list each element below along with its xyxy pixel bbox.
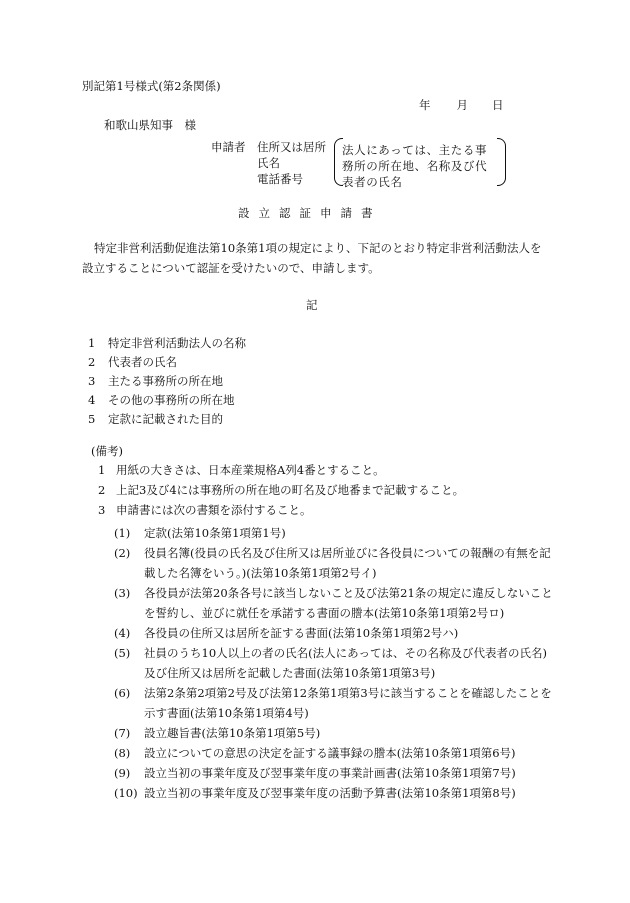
remark-item: 1 用紙の大きさは、日本産業規格A列4番とすること。: [98, 463, 385, 477]
name-label: 氏名: [257, 156, 280, 170]
form-number: 別記第1号様式(第2条関係): [82, 79, 221, 93]
attachment-item: (7) 設立趣旨書(法第10条第1項第5号): [114, 726, 321, 740]
applicant-fields: [257, 142, 326, 190]
address-label: 住所又は居所: [257, 140, 326, 154]
applicant-note-text: 法人にあっては、主たる事務所の所在地、名称及び代表者の氏名: [342, 143, 488, 189]
attachment-item: (9) 設立当初の事業年度及び翌事業年度の事業計画書(法第10条第1項第7号): [114, 766, 516, 780]
attachment-item: (10) 設立当初の事業年度及び翌事業年度の活動予算書(法第10条第1項第8号): [114, 786, 516, 800]
document-title: 設立認証申請書: [238, 206, 382, 220]
attachment-item: (3) 各役員が法第20条各号に該当しないこと及び法第21条の規定に違反しないことを誓約し、並びに就任を承諾する書面の謄本(法第10条第1項第2号ロ): [114, 586, 553, 620]
date-line: [419, 100, 504, 112]
date-year: 年: [419, 98, 431, 112]
phone-label: 電話番号: [257, 172, 303, 186]
attachment-item: (5) 社員のうち10人以上の者の氏名(法人にあっては、その名称及び代表者の氏名)及び住所又は居所を記載した書面(法第10条第1項第3号): [114, 646, 547, 680]
date-month: 月: [456, 98, 468, 112]
remark-item: 3 申請書には次の書類を添付すること。: [98, 503, 312, 517]
body-paragraph: 特定非営利活動促進法第10条第1項の規定により、下記のとおり特定非営利活動法人を設立することについて認証を受けたいので、申請します。: [82, 241, 542, 275]
list-item: 5 定款に記載された目的: [88, 412, 223, 426]
attachment-item: (1) 定款(法第10条第1項第1号): [114, 526, 286, 540]
list-item: 3 主たる事務所の所在地: [88, 374, 223, 388]
addressee: 和歌山県知事 様: [104, 118, 196, 132]
list-item: 4 その他の事務所の所在地: [88, 393, 235, 407]
attachment-list: [114, 523, 554, 803]
date-day: 日: [492, 98, 504, 112]
applicant-role: 申請者: [211, 140, 246, 154]
remarks-list: [98, 465, 464, 525]
attachment-item: (6) 法第2条第2項第2号及び法第12条第1項第3号に該当することを確認したことを示す書面(法第10条第1項第4号): [114, 686, 552, 720]
remarks-heading: (備考): [91, 444, 123, 458]
list-item: 2 代表者の氏名: [88, 355, 177, 369]
attachment-item: (8) 設立についての意思の決定を証する議事録の謄本(法第10条第1項第6号): [114, 746, 516, 760]
remark-item: 2 上記3及び4には事務所の所在地の町名及び地番まで記載すること。: [98, 483, 465, 497]
list-item: 1 特定非営利活動法人の名称: [88, 336, 246, 350]
attachment-item: (4) 各役員の住所又は居所を証する書面(法第10条第1項第2号ハ): [114, 626, 459, 640]
item-list: [88, 338, 246, 433]
attachment-item: (2) 役員名簿(役員の氏名及び住所又は居所並びに各役員についての報酬の有無を記載した名簿をいう。)(法第10条第1項第2号イ): [114, 546, 551, 580]
right-bracket: [497, 138, 506, 186]
ki-heading: 記: [306, 298, 318, 312]
applicant-note: [334, 138, 506, 189]
